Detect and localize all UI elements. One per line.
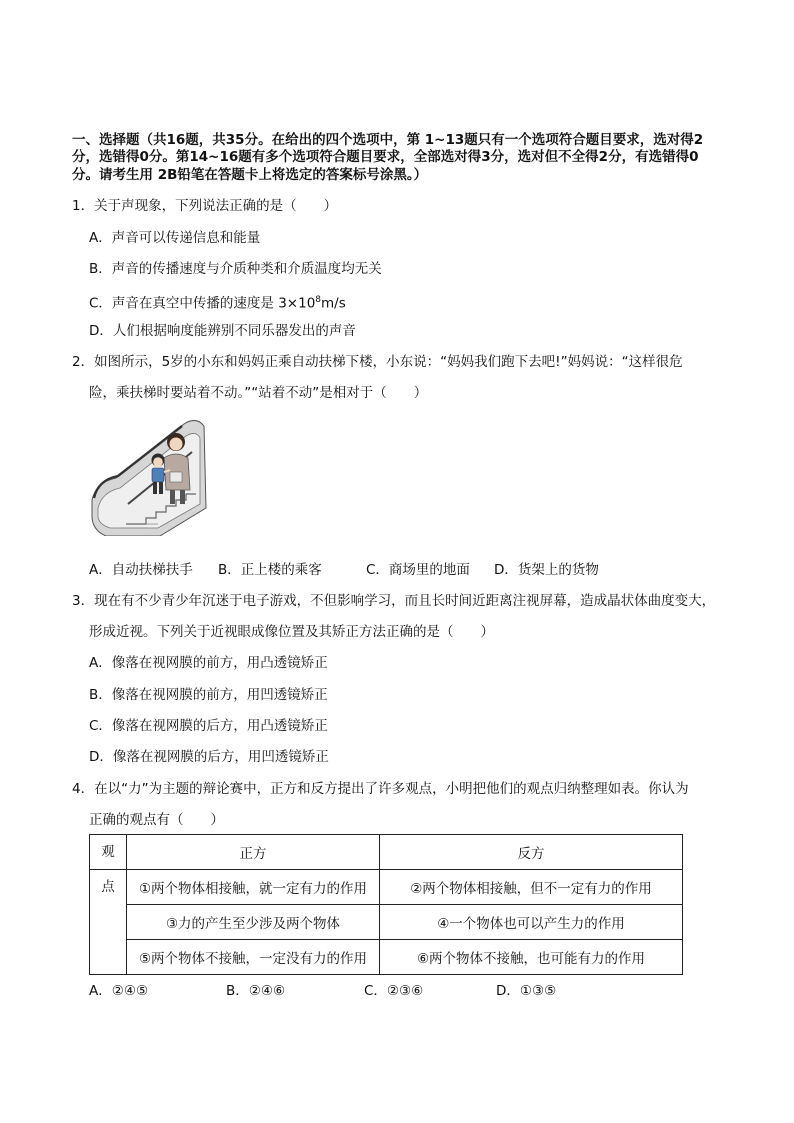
- q4-stem-line-1: 4．在以“力”为主题的辩论赛中，正方和反方提出了许多观点，小明把他们的观点归纳整理如表。你认为: [72, 781, 689, 797]
- q3-stem-line-2: 形成近视。下列关于近视眼成像位置及其矫正方法正确的是（ ）: [89, 624, 494, 640]
- q4-option-a: A．②④⑤: [89, 983, 149, 999]
- table-row: [90, 940, 683, 975]
- section-header-line-2: 分，选错得0分。第14~16题有多个选项符合题目要求，全部选对得3分，选对但不全得2分，有选错得0: [72, 149, 699, 165]
- q3-option-c: C．像落在视网膜的后方，用凸透镜矫正: [89, 718, 328, 734]
- q1-stem: 1．关于声现象，下列说法正确的是（ ）: [72, 198, 338, 214]
- table-header-con: 反方: [380, 835, 683, 870]
- q1-option-c-unit: m/s: [321, 295, 346, 312]
- q3-option-b: B．像落在视网膜的前方，用凹透镜矫正: [89, 687, 328, 703]
- q3-stem-line-1: 3．现在有不少青少年沉迷于电子游戏，不但影响学习，而且长时间近距离注视屏幕，造成晶状体曲度变大，: [72, 593, 716, 609]
- table-side-label-top: 观: [90, 835, 127, 870]
- q2-stem-line-2: 险，乘扶梯时要站着不动。”“站着不动”是相对于（ ）: [89, 385, 428, 401]
- section-header-line-3: 分。请考生用 2B铅笔在答题卡上将选定的答案标号涂黑。）: [72, 167, 428, 183]
- q2-option-b: B．正上楼的乘客: [218, 562, 322, 578]
- q1-option-b: B．声音的传播速度与介质种类和介质温度均无关: [89, 261, 382, 277]
- section-header-line-1: 一、选择题（共16题，共35分。在给出的四个选项中，第 1~13题只有一个选项符合题目要求，选对得2: [72, 132, 704, 148]
- q4-option-c: C．②③⑥: [364, 983, 424, 999]
- q1-option-c-exponent: 8: [315, 295, 322, 305]
- q2-stem-line-1: 2．如图所示，5岁的小东和妈妈正乘自动扶梯下楼，小东说：“妈妈我们跑下去吧!”妈妈说：“这样很危: [72, 354, 683, 370]
- q1-option-c-text: C．声音在真空中传播的速度是 3×10: [89, 295, 316, 312]
- table-cell: ③力的产生至少涉及两个物体: [127, 905, 380, 940]
- table-cell: ⑥两个物体不接触，也可能有力的作用: [380, 940, 683, 975]
- q3-option-d: D．像落在视网膜的后方，用凹透镜矫正: [89, 749, 329, 765]
- table-row: [90, 835, 683, 870]
- q1-option-a: A．声音可以传递信息和能量: [89, 230, 261, 246]
- table-header-pro: 正方: [127, 835, 380, 870]
- table-row: [90, 905, 683, 940]
- q2-option-c: C．商场里的地面: [366, 562, 470, 578]
- q1-option-c: [89, 291, 346, 313]
- q4-stem-line-2: 正确的观点有（ ）: [89, 812, 224, 828]
- escalator-illustration: [88, 412, 210, 536]
- q4-option-d: D．①③⑤: [496, 983, 557, 999]
- table-cell: ⑤两个物体不接触，一定没有力的作用: [127, 940, 380, 975]
- q2-option-d: D．货架上的货物: [494, 562, 599, 578]
- q3-option-a: A．像落在视网膜的前方，用凸透镜矫正: [89, 655, 328, 671]
- table-side-label-bottom: 点: [90, 870, 127, 975]
- table-cell: ②两个物体相接触，但不一定有力的作用: [380, 870, 683, 905]
- table-row: [90, 870, 683, 905]
- q2-option-a: A．自动扶梯扶手: [89, 562, 193, 578]
- q4-option-b: B．②④⑥: [226, 983, 286, 999]
- table-cell: ④一个物体也可以产生力的作用: [380, 905, 683, 940]
- q1-option-d: D．人们根据响度能辨别不同乐器发出的声音: [89, 323, 356, 339]
- table-cell: ①两个物体相接触，就一定有力的作用: [127, 870, 380, 905]
- viewpoint-table: [89, 834, 683, 975]
